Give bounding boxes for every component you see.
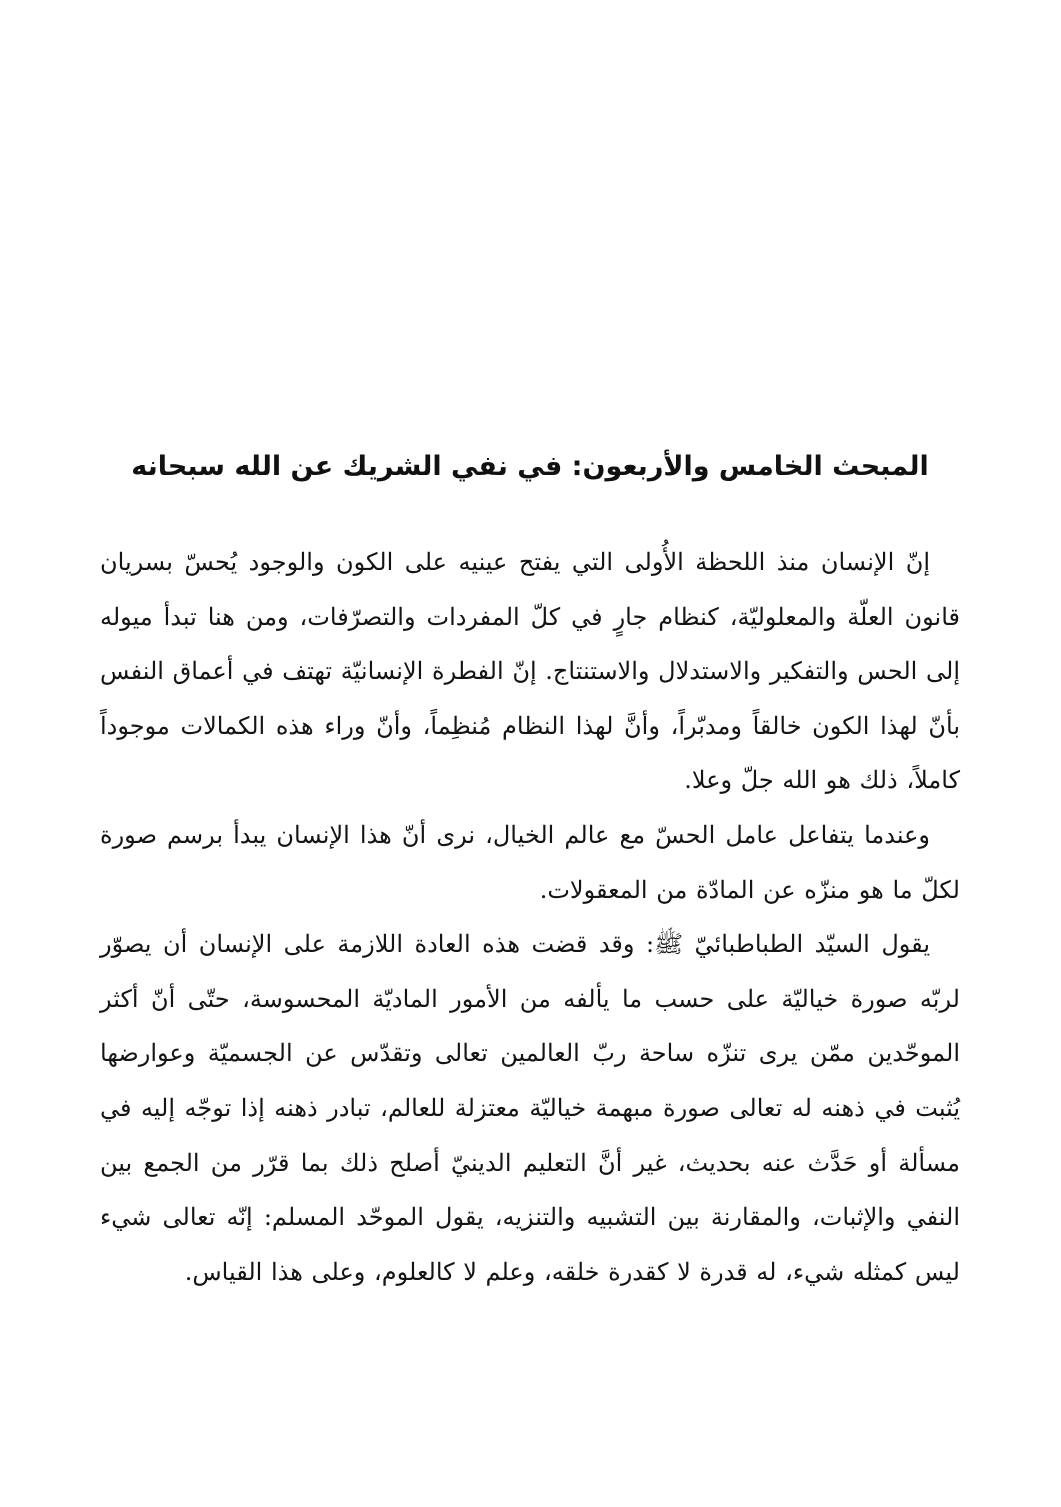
body-text [100,535,960,1299]
paragraph-2: وعندما يتفاعل عامل الحسّ مع عالم الخيال، نرى أنّ هذا الإنسان يبدأ برسم صورة لكلّ ما هو منزّه عن المادّة من المعقولات. [100,820,960,904]
paragraph-3: يقول السيّد الطباطبائيّ ﷺ: وقد قضت هذه العادة اللازمة على الإنسان أن يصوّر لربّه صورة خياليّة على حسب ما يألفه من الأمور الماديّة المحسوسة، حتّى أنّ أكثر الموحّدين ممّن يرى تنزّه ساحة ربّ العالمين تعالى وتقدّس عن الجسميّة وعوارضها يُثبت في ذهنه له تعالى صورة مبهمة خياليّة معتزلة للعالم، تبادر ذهنه إذا توجّه إليه في مسألة أو حَدَّث عنه بحديث، غير أنَّ التعليم الدينيّ أصلح ذلك بما قرّر من الجمع بين النفي والإثبات، والمقارنة بين التشبيه والتنزيه، يقول الموحّد المسلم: إنّه تعالى شيء ليس كمثله شيء، له قدرة لا كقدرة خلقه، وعلم لا كالعلوم، وعلى هذا القياس. [100,930,960,1286]
paragraph-1: إنّ الإنسان منذ اللحظة الأُولى التي يفتح عينيه على الكون والوجود يُحسّ بسريان قانون العلّة والمعلوليّة، كنظام جارٍ في كلّ المفردات والتصرّفات، ومن هنا تبدأ ميوله إلى الحس والتفكير والاستدلال والاستنتاج. إنّ الفطرة الإنسانيّة تهتف في أعماق النفس بأنّ لهذا الكون خالقاً ومدبّراً، وأنَّ لهذا النظام مُنظِماً، وأنّ وراء هذه الكمالات موجوداً كاملاً، ذلك هو الله جلّ وعلا. [100,548,960,795]
section-heading: المبحث الخامس والأربعون: في نفي الشريك عن الله سبحانه [131,451,929,482]
